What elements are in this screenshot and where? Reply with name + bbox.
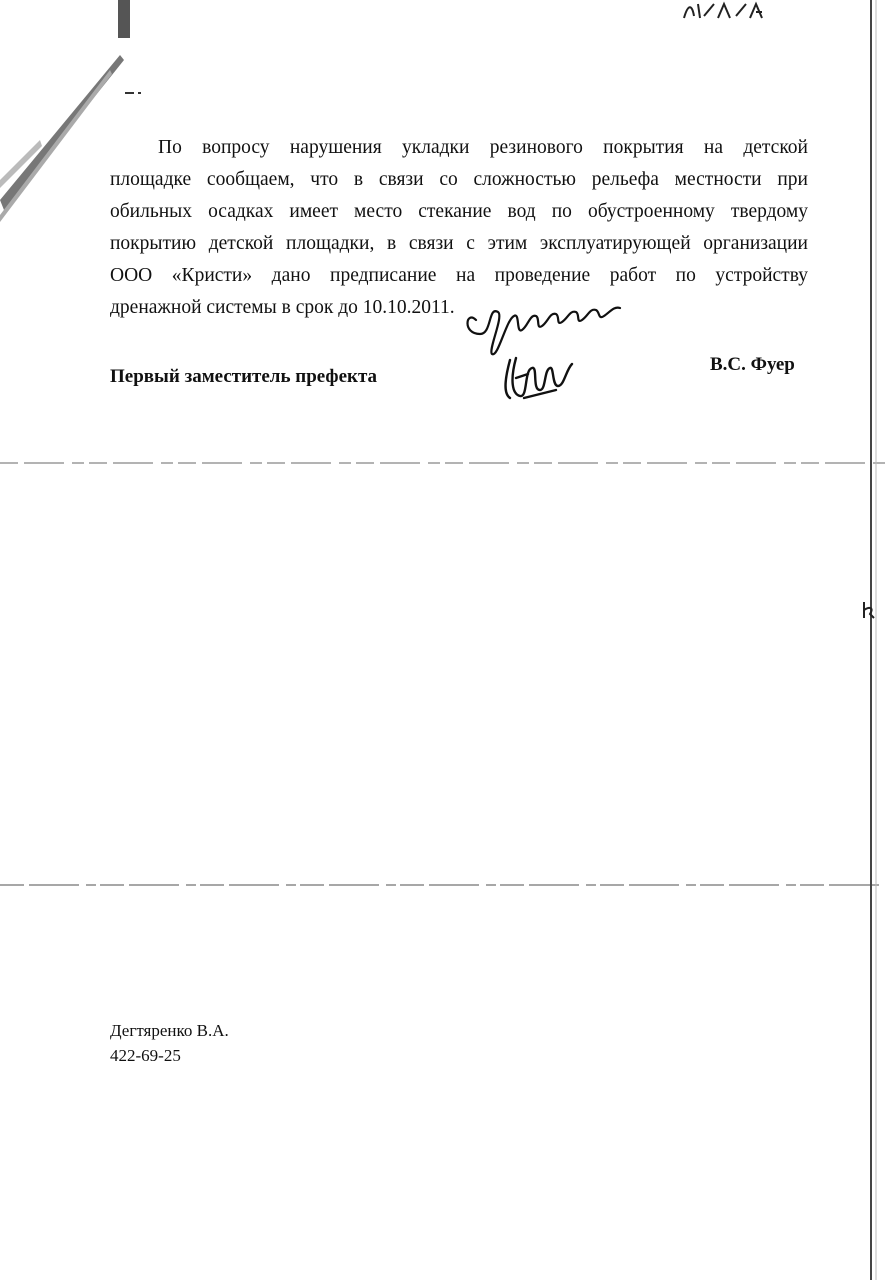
handwritten-note-icon (680, 0, 790, 22)
handwritten-signature-icon (458, 290, 638, 410)
body-line: ООО «Кристи» дано предписание на проведение работ по устройству (110, 265, 808, 286)
body-line: дренажной системы в срок до 10.10.2011. (110, 297, 455, 318)
body-line: обильных осадках имеет место стекание вод по обустроенному твердому (110, 201, 808, 222)
signatory-title: Первый заместитель префекта (110, 366, 378, 387)
scan-edge-artifact (865, 0, 885, 1280)
signatory-name: В.С. Фуер (710, 354, 795, 375)
body-line: По вопросу нарушения укладки резинового покрытия на детской (158, 137, 808, 158)
executor-contact (110, 1018, 229, 1068)
scan-mark (125, 90, 145, 96)
body-line: покрытию детской площадки, в связи с этим эксплуатирующей организации (110, 233, 808, 254)
body-line: площадке сообщаем, что в связи со сложностью рельефа местности при (110, 169, 808, 190)
executor-phone: 422-69-25 (110, 1046, 181, 1065)
executor-name: Дегтяренко В.А. (110, 1021, 229, 1040)
page-fold-line (0, 884, 885, 886)
scan-mark (858, 600, 880, 620)
page-fold-line (0, 462, 885, 464)
